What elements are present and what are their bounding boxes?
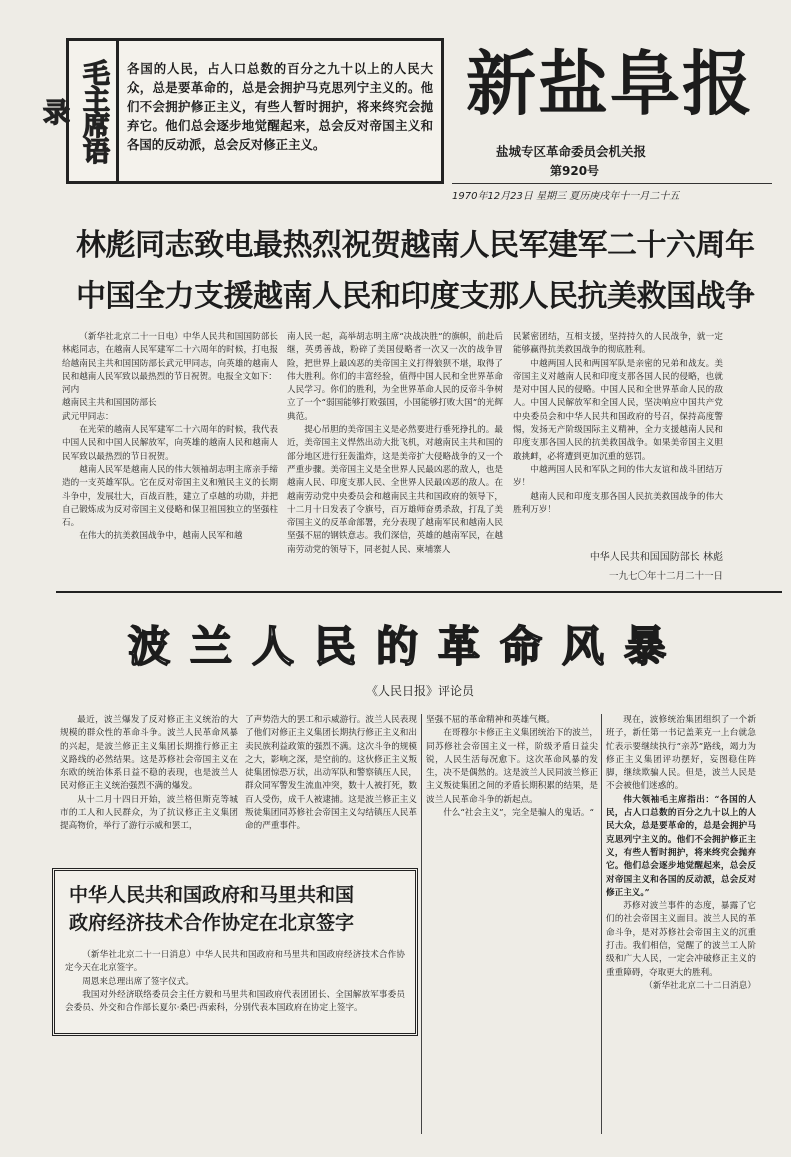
lead-paragraph: 越南民主共和国国防部长: [62, 398, 157, 409]
date-line: 1970年12月23日 星期三 夏历庚戌年十一月二十五: [452, 191, 680, 202]
lead-headline-2: 中国全力支援越南人民和印度支那人民抗美救国战争: [76, 279, 755, 314]
feature-byline: 《人民日报》评论员: [365, 684, 474, 698]
quote-text: 各国的人民，占人口总数的百分之九十以上的人民大众，总是要革命的，总是会拥护马克思列宁主义的。他们不会拥护修正主义，有些人暂时拥护，将来终究会抛弃它。他们总会逐步地觉醒起来，总会反对帝国主义和各国的反动派，总会反对修正主义。: [127, 61, 433, 152]
lead-column-2: [287, 331, 503, 579]
feature-paragraph: 什么“社会主义”，完全是骗人的鬼话。“: [443, 808, 594, 819]
feature-paragraph: 坚强不屈的革命精神和英雄气概。: [426, 715, 555, 725]
feature-paragraph: 了声势浩大的罢工和示威游行。波兰人民表现了他们对修正主义集团长期执行修正主义和出卖民族利益政策的强烈不满。这次斗争的规模之大，影响之深，是空前的。这伙修正主义叛徒集团惊恐万状，出动军队和警察镇压人民，群众同军警发生流血冲突，数十人被打死，数百人受伤，成千人被逮捕。这是波兰修正主义叛徒集团同苏修社会帝国主义勾结镇压人民革命的严重事件。: [245, 715, 417, 832]
lead-column-1: [62, 331, 278, 579]
feature-headline: 波兰人民的革命风暴: [128, 622, 687, 671]
paper-name: 新盐阜报: [466, 43, 754, 125]
side-paragraph: （新华社北京二十一日消息）中华人民共和国政府和马里共和国政府经济技术合作协定今天在北京签字。: [65, 950, 405, 974]
feature-paragraph: 最近，波兰爆发了反对修正主义统治的大规模的群众性的革命斗争。波兰人民革命风暴的兴起，是波兰修正主义集团长期推行修正主义路线的必然结果。这是苏修社会帝国主义在东欧的统治体系日益不稳的表现，也是波兰人民对修正主义统治强烈不满的爆发。: [60, 715, 238, 792]
publisher: 盐城专区革命委员会机关报: [496, 144, 647, 159]
column-rule: [601, 714, 602, 1134]
lead-paragraph: 河内: [62, 385, 80, 396]
lead-paragraph: 越南人民和印度支那各国人民抗美救国战争的伟大胜利万岁！: [513, 491, 723, 515]
lead-column-3: [513, 331, 723, 531]
feature-column-1: [60, 714, 238, 860]
feature-paragraph: 从十二月十四日开始，波兰格但斯克等城市的工人和人民群众，为了抗议修正主义集团提高物价，举行了游行示威和罢工，: [60, 794, 238, 832]
feature-column-3: [426, 714, 598, 1144]
issue-number: 第920号: [550, 164, 600, 178]
lead-paragraph: 在光荣的越南人民军建军二十六周年的时候，我代表中国人民和中国人民解放军，向英雄的越南人民和越南人民军致以最热烈的节日祝贺。: [62, 425, 278, 462]
quote-box: [38, 38, 444, 184]
feature-column-4: [606, 714, 756, 1134]
lead-paragraph: （新华社北京二十一日电）中华人民共和国国防部长林彪同志，在越南人民军建军二十六周年的时候，打电报给越南民主共和国国防部长武元甲同志，向英雄的越南人民和越南人民军致以最热烈的节日祝贺。电报全文如下：: [62, 332, 278, 382]
lead-sign-date: 一九七〇年十二月二十一日: [608, 571, 723, 582]
lead-headline-1: 林彪同志致电最热烈祝贺越南人民军建军二十六周年: [76, 228, 755, 263]
feature-paragraph: （新华社北京二十二日消息）: [644, 980, 756, 991]
section-divider: [56, 591, 782, 593]
side-paragraph: 我国对外经济联络委员会主任方毅和马里共和国政府代表团团长、全国解放军事委员会委员、外交和合作部长夏尔·桑巴·西索科，分别代表本国政府在协定上签字。: [65, 989, 405, 1014]
feature-paragraph: 现在，波修统治集团组织了一个新班子，新任第一书记盖莱克一上台就急忙表示要继续执行“亲苏”路线，竭力为修正主义集团评功摆好，妄图稳住阵脚，继续欺骗人民。但是，波兰人民是不会被他们迷惑的。: [606, 715, 756, 792]
feature-paragraph: 在哥穆尔卡修正主义集团统治下的波兰，同苏修社会帝国主义一样，阶级矛盾日益尖锐，人民生活每况愈下。这次革命风暴的发生，决不是偶然的。这是波兰人民同波兰修正主义叛徒集团之间的矛盾长期积累的结果，是波兰人民革命斗争的新起点。: [426, 728, 598, 805]
side-headline-2: 政府经济技术合作协定在北京签字: [69, 912, 355, 934]
lead-paragraph: 中越两国人民和两国军队是亲密的兄弟和战友。美帝国主义对越南人民和印度支那各国人民的侵略，也就是对中国人民的侵略。中国人民和全世界革命人民的敌人。中国人民解放军和全国人民，坚决响应中国共产党中央委员会和中华人民共和国政府的号召，保持高度警惕，发扬无产阶级国际主义精神，全力支援越南人民和印度支那各国人民的抗美救国战争。如果美帝国主义胆敢挑衅，必将遭到更加沉重的惩罚。: [513, 358, 723, 462]
side-paragraph: 周恩来总理出席了签字仪式。: [82, 976, 194, 987]
column-rule: [421, 714, 422, 1134]
lead-signature: 中华人民共和国国防部长 林彪: [589, 552, 723, 563]
lead-paragraph: 在伟大的抗美救国战争中，越南人民军和越: [79, 531, 243, 542]
quote-box-divider: [116, 41, 119, 181]
lead-paragraph: 越南人民军是越南人民的伟大领袖胡志明主席亲手缔造的一支英雄军队。它在反对帝国主义和殖民主义的长期斗争中，发展壮大，百战百胜，建立了卓越的功勋，并把自己锻炼成为反对帝国主义侵略和保卫祖国独立的坚强柱石。: [62, 464, 278, 529]
side-headline-1: 中华人民共和国政府和马里共和国: [69, 884, 355, 906]
lead-paragraph: 中越两国人民和军队之间的伟大友谊和战斗团结万岁！: [513, 464, 723, 489]
feature-paragraph: 苏修对波兰事件的态度，暴露了它们的社会帝国主义面目。波兰人民的革命斗争，是对苏修社会帝国主义的沉重打击。我们相信，觉醒了的波兰工人阶级和广大人民，一定会冲破修正主义的重重障碍，夺取更大的胜利。: [606, 901, 756, 978]
quote-box-label: 毛主席语录: [38, 59, 109, 163]
lead-paragraph: 武元甲同志：: [62, 411, 114, 422]
feature-column-2: [245, 714, 417, 860]
lead-paragraph: 提心吊胆的美帝国主义是必然要进行垂死挣扎的。最近，美帝国主义悍然出动大批飞机，对越南民主共和国的部分地区进行狂轰滥炸，这是美帝扩大侵略战争的又一个严重步骤。美帝国主义是全世界人民最凶恶的敌人，也是越南人民、印度支那人民、全世界人民最凶恶的敌人。在越南劳动党中央委员会和越南民主共和国政府的领导下，十二月十日发表了令旗号，百万雄师奋勇杀敌，打乱了美帝国主义的反革命部署，充分表现了越南军民和越南人民坚强不屈的钢铁意志。我们深信，英雄的越南军民，在越南劳动党的领导下，同老挝人民、柬埔寨人: [287, 425, 503, 555]
lead-paragraph: 民紧密团结，互相支援，坚持持久的人民战争，就一定能够赢得抗美救国战争的彻底胜利。: [513, 332, 723, 356]
side-body: [65, 949, 405, 1031]
lead-paragraph: 南人民一起，高举胡志明主席“决战决胜”的旗帜，前赴后继，英勇善战，粉碎了美国侵略者一次又一次的战争冒险，把世界上最凶恶的美帝国主义打得狼狈不堪，取得了伟大胜利。你们的丰富经验，值得中国人民和全世界革命人民学习。你们的胜利，为全世界革命人民的反帝斗争树立了一个“弱国能够打败强国，小国能够打败大国”的光辉典范。: [287, 332, 503, 422]
date-line-rule: [452, 183, 772, 184]
feature-paragraph: 伟大领袖毛主席指出：“各国的人民，占人口总数的百分之九十以上的人民大众，总是要革命的，总是会拥护马克思列宁主义的。他们不会拥护修正主义，有些人暂时拥护，将来终究会抛弃它。他们总会逐步地觉醒起来，总会反对帝国主义和各国的反动派，总会反对修正主义。”: [606, 794, 756, 898]
masthead: [38, 38, 778, 188]
side-article-box: [52, 868, 418, 1036]
